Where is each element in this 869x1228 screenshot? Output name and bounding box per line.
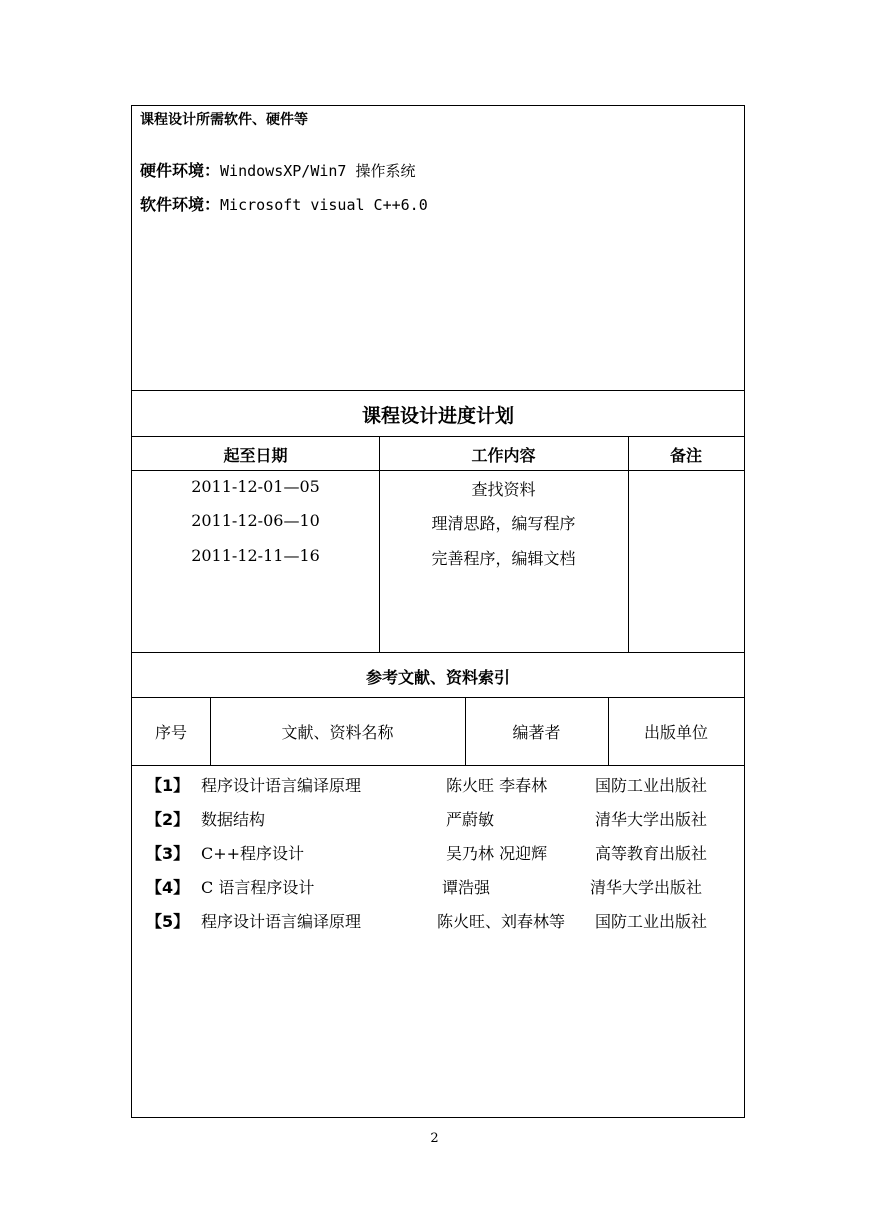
software-heading: 课程设计所需软件、硬件等 bbox=[140, 112, 308, 128]
reference-author: 谭浩强 bbox=[442, 878, 491, 897]
reference-publisher: 高等教育出版社 bbox=[595, 844, 708, 863]
document-table bbox=[131, 105, 745, 1118]
divider bbox=[628, 436, 629, 652]
references-header-publisher: 出版单位 bbox=[643, 723, 708, 742]
reference-publisher: 清华大学出版社 bbox=[595, 810, 708, 829]
reference-index: 【3】 bbox=[146, 844, 190, 863]
reference-author: 严蔚敏 bbox=[446, 810, 495, 829]
reference-author: 陈火旺、刘春林等 bbox=[437, 912, 566, 931]
divider bbox=[132, 470, 744, 471]
schedule-date: 2011-12-06—10 bbox=[191, 511, 320, 530]
reference-publisher: 国防工业出版社 bbox=[595, 912, 708, 931]
reference-name: C 语言程序设计 bbox=[201, 878, 315, 897]
reference-index: 【5】 bbox=[146, 912, 190, 931]
divider bbox=[132, 652, 744, 653]
reference-publisher: 国防工业出版社 bbox=[595, 776, 708, 795]
reference-name: 程序设计语言编译原理 bbox=[201, 776, 362, 795]
divider bbox=[132, 765, 744, 766]
references-header-author: 编著者 bbox=[512, 723, 561, 742]
schedule-date: 2011-12-11—16 bbox=[191, 546, 320, 565]
hardware-value: WindowsXP/Win7 操作系统 bbox=[220, 162, 416, 180]
reference-index: 【2】 bbox=[146, 810, 190, 829]
reference-name: 程序设计语言编译原理 bbox=[201, 912, 362, 931]
divider bbox=[132, 436, 744, 437]
reference-name: 数据结构 bbox=[201, 810, 266, 829]
reference-publisher: 清华大学出版社 bbox=[590, 878, 703, 897]
schedule-content: 理清思路，编写程序 bbox=[431, 514, 576, 533]
divider bbox=[132, 697, 744, 698]
reference-index: 【1】 bbox=[146, 776, 190, 795]
reference-author: 吴乃林 况迎辉 bbox=[446, 844, 548, 863]
reference-author: 陈火旺 李春林 bbox=[446, 776, 548, 795]
schedule-header-content: 工作内容 bbox=[471, 446, 536, 465]
software-label: 软件环境： bbox=[140, 195, 221, 214]
divider bbox=[132, 390, 744, 391]
page-number: 2 bbox=[430, 1131, 439, 1146]
software-line bbox=[140, 192, 428, 215]
hardware-label: 硬件环境： bbox=[140, 161, 221, 180]
software-value: Microsoft visual C++6.0 bbox=[220, 196, 428, 214]
schedule-title: 课程设计进度计划 bbox=[361, 405, 514, 427]
references-header-index: 序号 bbox=[154, 723, 187, 742]
references-header-name: 文献、资料名称 bbox=[281, 723, 394, 742]
divider bbox=[379, 436, 380, 652]
reference-name: C++程序设计 bbox=[201, 844, 305, 863]
schedule-header-date: 起至日期 bbox=[223, 446, 288, 465]
schedule-date: 2011-12-01—05 bbox=[191, 477, 320, 496]
schedule-content: 完善程序，编辑文档 bbox=[431, 549, 576, 568]
reference-index: 【4】 bbox=[146, 878, 190, 897]
schedule-content: 查找资料 bbox=[471, 480, 536, 499]
references-title: 参考文献、资料索引 bbox=[365, 668, 510, 687]
hardware-line bbox=[140, 158, 415, 181]
schedule-header-notes: 备注 bbox=[669, 446, 702, 465]
